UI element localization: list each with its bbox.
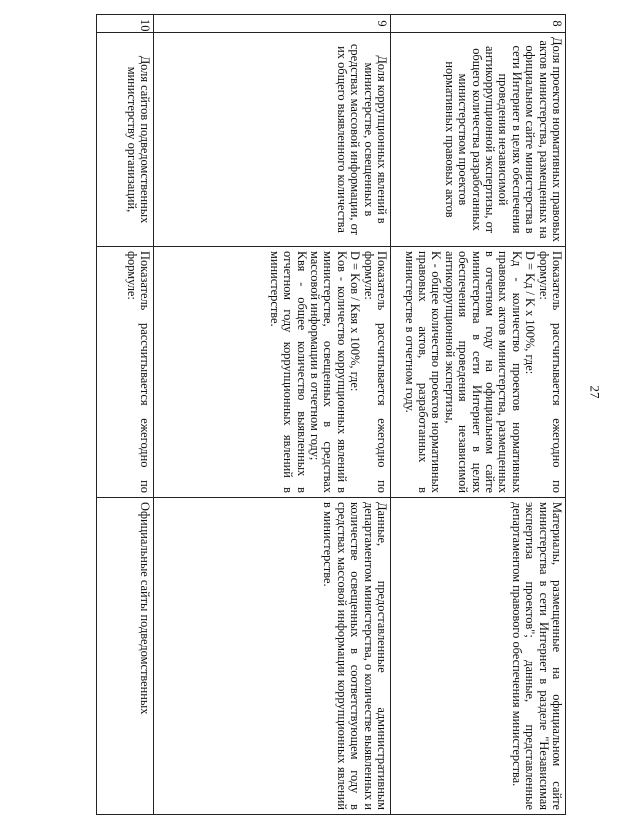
method-formula: D = Kд / K x 100%, где: — [523, 251, 538, 375]
method-formula: D = Kов / Kвя x 100%, где: — [348, 251, 363, 392]
data-source: Официальные сайты подведомственных — [97, 498, 154, 815]
method-line: Kд - количество проектов нормативных правовых актов министерства, размещенных в отчетном году на официальном сайте министерства в сети Интернет в целях обеспечения проведения независимой антикоррупционной экспертизы, — [442, 251, 524, 493]
data-source: Материалы, размещенные на официальном сайте министерства в сети Интернет в разделе "Независимая экспертиза проектов"; данные, представленные департаментом правового обеспечения министерства. — [391, 498, 566, 815]
method-line: Показатель рассчитывается ежегодно по формуле: — [536, 251, 564, 493]
method-line: K - общее количество проектов нормативных правовых актов, разработанных в министерстве в отчетном году. — [402, 251, 444, 493]
row-number: 8 — [391, 15, 566, 33]
method-line: Kов - количество коррупционных явлений в министерстве, освещенных в средствах массовой информации в отчетном году; — [307, 251, 349, 493]
indicators-table — [96, 14, 566, 815]
row-number: 10 — [97, 15, 154, 33]
method-line: Показатель рассчитывается ежегодно по формуле: — [361, 251, 389, 493]
table-row — [391, 15, 566, 815]
calculation-method — [391, 247, 566, 498]
calculation-method — [97, 247, 154, 498]
row-number: 9 — [154, 15, 391, 33]
table-row — [97, 15, 154, 815]
table-row — [154, 15, 391, 815]
data-source: Данные, предоставленные административным департаментом министерства, о количестве выявленных и количестве освещенных в соответствующем году в средствах массовой информации коррупционных явлений в министерстве. — [154, 498, 391, 815]
method-line: Kвя - общее количество выявленных в отчетном году коррупционных явлений в министерстве. — [267, 251, 309, 493]
method-line: Показатель рассчитывается ежегодно по формуле: — [124, 251, 152, 493]
page-number: 27 — [587, 385, 603, 399]
indicator-name: Доля коррупционных явлений в министерстве, освещенных в средствах массовой информации, от их общего выявленного количества — [154, 33, 391, 247]
indicator-name: Доля проектов нормативных правовых актов министерства, размещенных на официальном сайте министерства в сети Интернет в целях обеспечения проведения независимой антикоррупционной экспертизы, от общего количества разработанных министерством проектов нормативных правовых актов — [391, 33, 566, 247]
indicator-name: Доля сайтов подведомственных министерству организаций, — [97, 33, 154, 247]
rotated-table-wrapper — [84, 14, 566, 814]
calculation-method — [154, 247, 391, 498]
